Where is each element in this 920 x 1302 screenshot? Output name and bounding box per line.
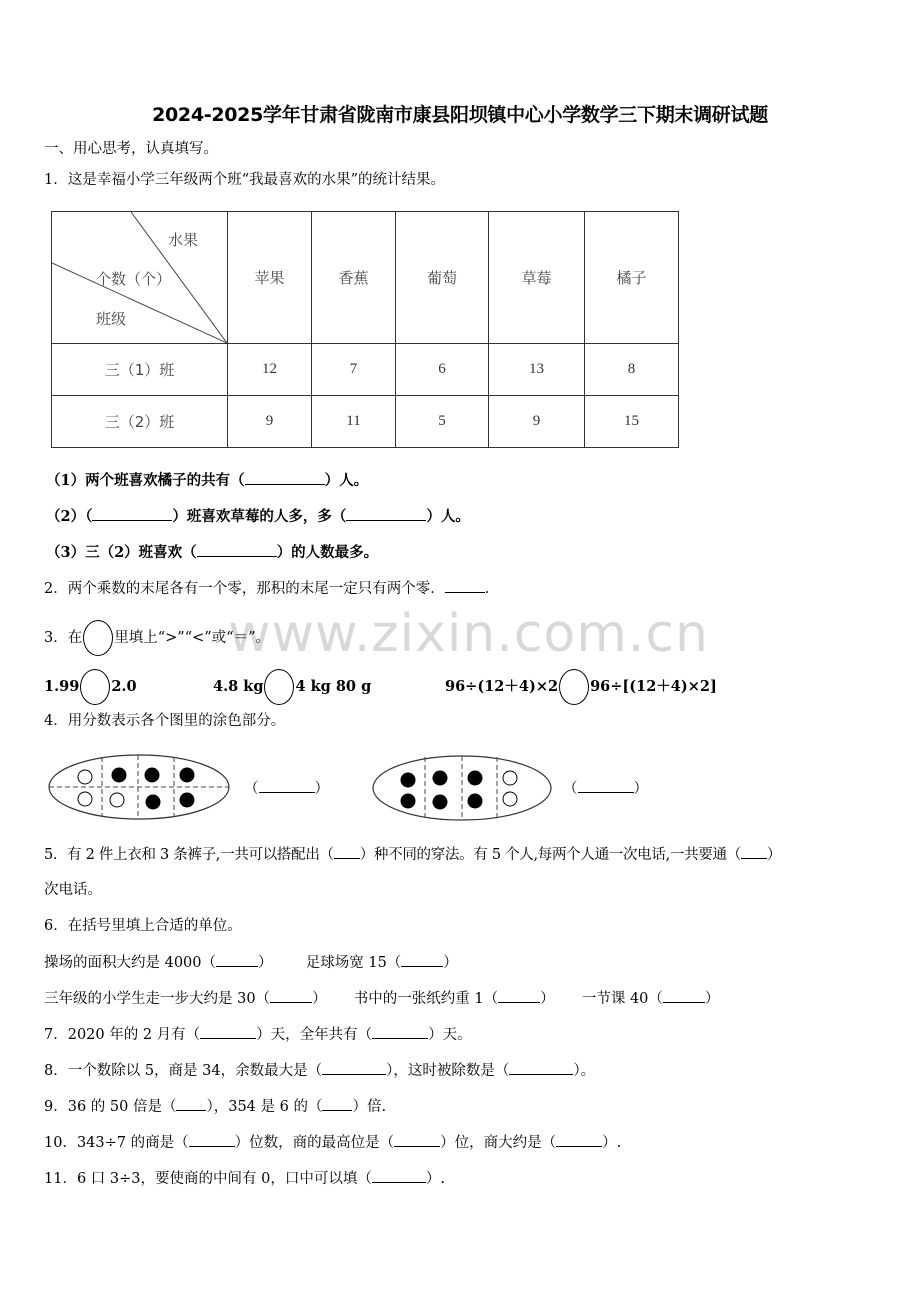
question-1-sub-3: （3）三（2）班喜欢（ ）的人数最多。 xyxy=(46,544,379,561)
question-5: 5．有 2 件上衣和 3 条裤子,一共可以搭配出（ ）种不同的穿法。有 5 个人,每两个人通一次电话,一共要通（ ） xyxy=(44,844,781,865)
section-heading: 一、用心思考，认真填写。 xyxy=(44,141,218,157)
question-3: 3．在 里填上“>”“<”或“＝”。 xyxy=(44,620,270,656)
answer-blank[interactable] xyxy=(270,988,312,1003)
question-11: 11．6 口 3÷3，要使商的中间有 0，口中可以填（ ）. xyxy=(44,1168,445,1189)
answer-blank[interactable] xyxy=(176,1096,206,1111)
corner-label-count: 个数（个） xyxy=(96,270,172,288)
question-9: 9．36 的 50 倍是（ ），354 是 6 的（ ）倍. xyxy=(44,1096,386,1117)
answer-blank[interactable] xyxy=(334,844,360,859)
table-row xyxy=(52,344,679,396)
table-cell: 13 xyxy=(489,344,585,396)
table-cell: 5 xyxy=(396,396,489,448)
fraction-answer-1: （ ） xyxy=(244,778,329,799)
question-7: 7．2020 年的 2 月有（ ）天，全年共有（ ）天。 xyxy=(44,1024,472,1045)
fruit-stats-table xyxy=(51,211,679,448)
row-label: 三（1）班 xyxy=(52,344,228,396)
question-1-sub-1: （1）两个班喜欢橘子的共有（ ）人。 xyxy=(46,472,369,489)
question-10: 10．343÷7 的商是（ ）位数，商的最高位是（ ）位，商大约是（ ）. xyxy=(44,1132,621,1153)
compare-circle-icon xyxy=(83,620,113,656)
corner-label-fruit: 水果 xyxy=(168,231,199,249)
compare-circle-input[interactable] xyxy=(264,669,294,705)
answer-blank[interactable] xyxy=(445,578,485,593)
corner-label-class: 班级 xyxy=(96,310,127,328)
answer-blank[interactable] xyxy=(556,1132,602,1147)
answer-blank[interactable] xyxy=(578,778,634,793)
answer-blank[interactable] xyxy=(509,1060,573,1075)
answer-blank[interactable] xyxy=(401,952,443,967)
answer-blank[interactable] xyxy=(372,1024,428,1039)
question-2: 2．两个乘数的末尾各有一个零，那积的末尾一定只有两个零． ． xyxy=(44,578,499,599)
table-cell: 6 xyxy=(396,344,489,396)
fraction-figure-2 xyxy=(370,753,555,823)
compare-circle-input[interactable] xyxy=(80,669,110,705)
answer-blank[interactable] xyxy=(216,952,258,967)
table-cell: 8 xyxy=(585,344,679,396)
column-header: 香蕉 xyxy=(312,212,396,344)
table-row xyxy=(52,396,679,448)
watermark: www.zixin.com.cn xyxy=(228,604,709,664)
table-cell: 11 xyxy=(312,396,396,448)
answer-blank[interactable] xyxy=(245,470,325,485)
column-header: 葡萄 xyxy=(396,212,489,344)
answer-blank[interactable] xyxy=(498,988,540,1003)
question-8: 8．一个数除以 5，商是 34，余数最大是（ ），这时被除数是（ ）。 xyxy=(44,1060,595,1081)
answer-blank[interactable] xyxy=(663,988,705,1003)
answer-blank[interactable] xyxy=(197,542,277,557)
answer-blank[interactable] xyxy=(741,844,767,859)
answer-blank[interactable] xyxy=(394,1132,440,1147)
answer-blank[interactable] xyxy=(200,1024,256,1039)
answer-blank[interactable] xyxy=(189,1132,235,1147)
fraction-figure-1 xyxy=(47,752,232,822)
answer-blank[interactable] xyxy=(259,778,315,793)
compare-circle-input[interactable] xyxy=(559,669,589,705)
table-cell: 7 xyxy=(312,344,396,396)
column-header: 苹果 xyxy=(228,212,312,344)
question-1-sub-2: （2）（ ）班喜欢草莓的人多，多（ ）人。 xyxy=(46,508,470,525)
table-corner-cell xyxy=(52,212,228,344)
answer-blank[interactable] xyxy=(372,1168,426,1183)
table-cell: 15 xyxy=(585,396,679,448)
page-title: 2024-2025学年甘肃省陇南市康县阳坝镇中心小学数学三下期末调研试题 xyxy=(152,104,768,126)
fraction-answer-2: （ ） xyxy=(563,778,648,799)
table-cell: 12 xyxy=(228,344,312,396)
question-6-line-1: 操场的面积大约是 4000（ ） 足球场宽 15（ ） xyxy=(44,952,458,973)
question-5-cont: 次电话。 xyxy=(44,882,102,898)
answer-blank[interactable] xyxy=(346,506,426,521)
answer-blank[interactable] xyxy=(92,506,172,521)
answer-blank[interactable] xyxy=(322,1060,386,1075)
question-6-line-2: 三年级的小学生走一步大约是 30（ ） 书中的一张纸约重 1（ ） 一节课 40（ ） xyxy=(44,988,719,1009)
compare-item-3: 96÷(12＋4)×2 96÷[(12＋4)×2] xyxy=(445,669,717,705)
table-cell: 9 xyxy=(489,396,585,448)
question-1-stem: 1．这是幸福小学三年级两个班“我最喜欢的水果”的统计结果。 xyxy=(44,172,446,188)
column-header: 草莓 xyxy=(489,212,585,344)
answer-blank[interactable] xyxy=(322,1096,352,1111)
compare-item-1: 1.99 2.0 xyxy=(44,669,137,705)
question-4-stem: 4．用分数表示各个图里的涂色部分。 xyxy=(44,713,286,729)
column-header: 橘子 xyxy=(585,212,679,344)
compare-item-2: 4.8 kg 4 kg 80 g xyxy=(213,669,371,705)
row-label: 三（2）班 xyxy=(52,396,228,448)
question-6-stem: 6．在括号里填上合适的单位。 xyxy=(44,918,242,934)
table-cell: 9 xyxy=(228,396,312,448)
